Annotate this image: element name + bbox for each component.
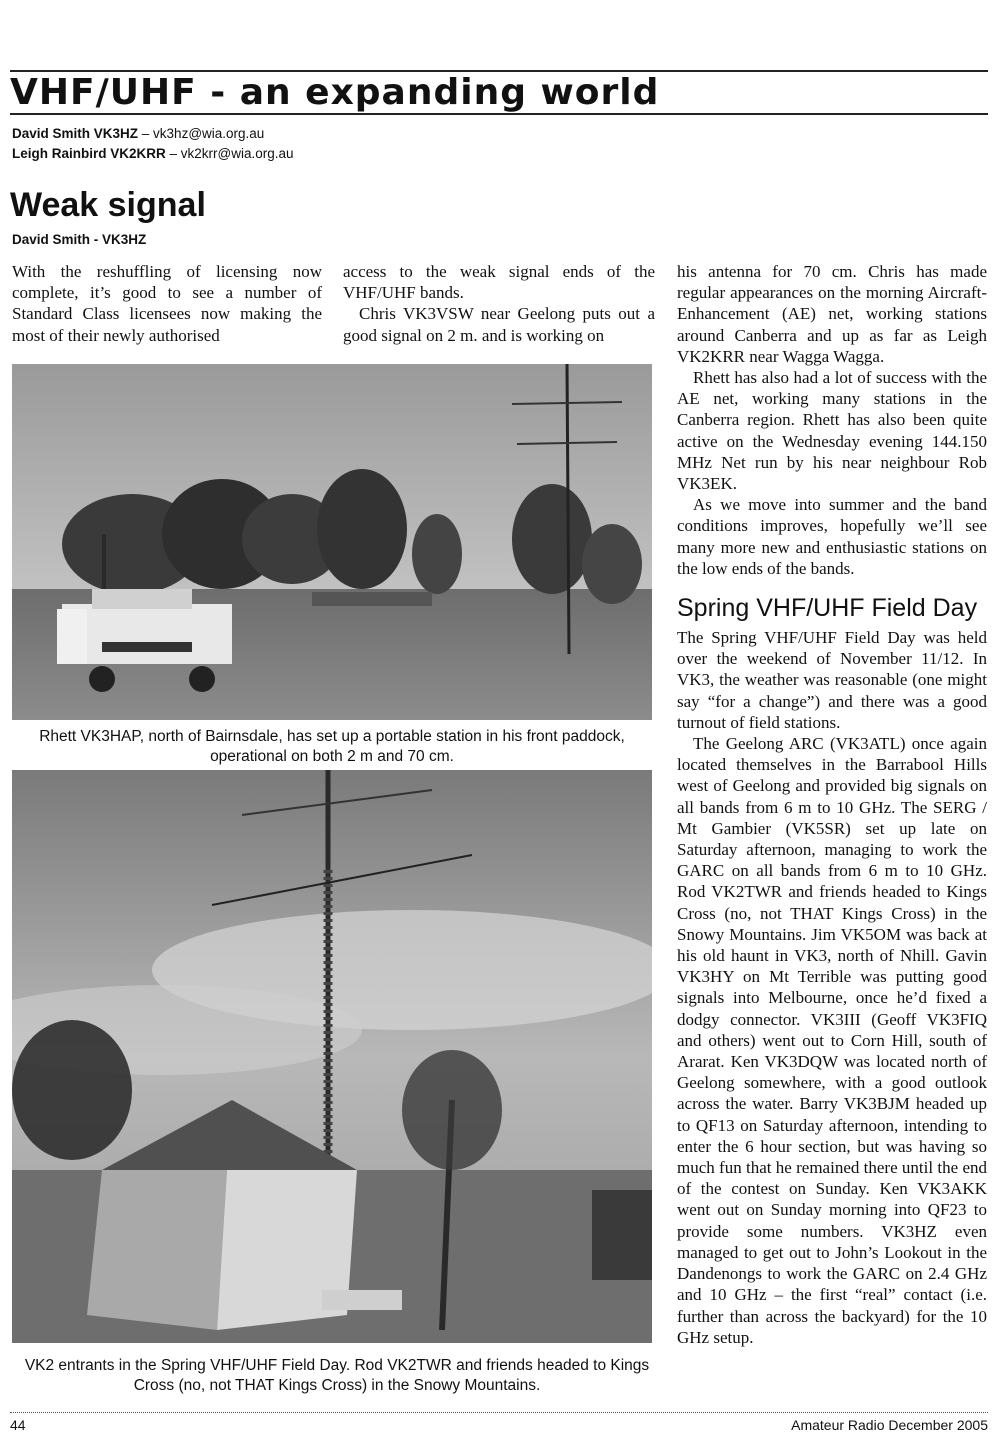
author-line-2 xyxy=(12,145,294,163)
section-heading-weak-signal: Weak signal xyxy=(10,186,206,224)
paragraph: Chris VK3VSW near Geelong puts out a good signal on 2 m. and is working on xyxy=(343,304,655,345)
author-separator: – xyxy=(165,146,181,161)
magazine-issue: Amateur Radio December 2005 xyxy=(791,1417,988,1433)
footer-rule xyxy=(10,1412,988,1414)
paragraph: his antenna for 70 cm. Chris has made regular appearances on the morning Aircraft-Enhancement (AE) net, working stations around Canberra and up as far as Leigh VK2KRR near Wagga Wagga. xyxy=(677,262,987,366)
author-email: vk2krr@wia.org.au xyxy=(180,146,294,161)
column-1-text xyxy=(12,261,322,346)
author-name: Leigh Rainbird VK2KRR xyxy=(12,146,166,161)
paragraph: access to the weak signal ends of the VHF/UHF bands. xyxy=(343,262,655,303)
section-heading-spring-field-day: Spring VHF/UHF Field Day xyxy=(677,594,978,622)
section-byline: David Smith - VK3HZ xyxy=(12,232,147,247)
paragraph: The Spring VHF/UHF Field Day was held over the weekend of November 11/12. In VK3, the weather was reasonable (one might say “for a change”) and there was a good turnout of field stations. xyxy=(677,628,987,732)
column-3-text xyxy=(677,261,987,579)
photo-field-day-tent-image xyxy=(12,770,652,1343)
author-line-1 xyxy=(12,125,264,143)
photo-caption-2: VK2 entrants in the Spring VHF/UHF Field Day. Rod VK2TWR and friends headed to Kings Cross (no, not THAT Kings Cross) in the Snowy Mountains. xyxy=(24,1357,650,1394)
column-2-text xyxy=(343,261,655,346)
author-email: vk3hz@wia.org.au xyxy=(153,126,265,141)
photo-portable-station xyxy=(12,364,652,720)
photo-portable-station-image xyxy=(12,364,652,720)
paragraph: The Geelong ARC (VK3ATL) once again located themselves in the Barrabool Hills west of Geelong and provided big signals on all bands from 6 m to 10 GHz. The SERG / Mt Gambier (VK5SR) set up late on Saturday afternoon, managing to work the GARC on all bands from 6 m to 10 GHz. Rod VK2TWR and friends headed to Kings Cross (no, not THAT Kings Cross) in the Snowy Mountains. Jim VK5OM was back at his old haunt in VK3, north of Nhill. Gavin VK3HY on Mt Terrible was putting good signals into Melbourne, once he’d fixed a dodgy connector. VK3III (Geoff VK3FIQ and others) went out to Corn Hill, south of Ararat. Ken VK3DQW was located north of Geelong somewhere, with a good outlook across the water. Barry VK3BJM headed up to QF13 on Saturday afternoon, intending to enter the 6 hour section, but was having so much fun that he remained there until the end of the contest on Sunday. Ken VK3AKK went out on Sunday morning into QF23 to provide some numbers. VK3HZ even managed to get out to John’s Lookout in the Dandenongs to work the GARC on 2.4 GHz and 10 GHz – the first “real” contact (i.e. further than across the backyard) for the 10 GHz setup. xyxy=(677,734,987,1347)
author-name: David Smith VK3HZ xyxy=(12,126,139,141)
page-number: 44 xyxy=(10,1417,26,1433)
page-title: VHF/UHF - an expanding world xyxy=(10,72,660,113)
paragraph: As we move into summer and the band conditions improves, hopefully we’ll see many more new and enthusiastic stations on the low ends of the bands. xyxy=(677,495,987,578)
photo-caption-1: Rhett VK3HAP, north of Bairnsdale, has set up a portable station in his front paddock, operational on both 2 m and 70 cm. xyxy=(39,728,625,765)
paragraph: With the reshuffling of licensing now complete, it’s good to see a number of Standard Class licensees now making the most of their newly authorised xyxy=(12,262,322,345)
title-rule xyxy=(10,113,988,115)
photo-field-day-tent xyxy=(12,770,652,1343)
column-3-field-day-text xyxy=(677,627,987,1348)
author-separator: – xyxy=(138,126,154,141)
paragraph: Rhett has also had a lot of success with the AE net, working many stations in the Canberra region. Rhett has also been quite active on the Wednesday evening 144.150 MHz Net run by his near neighbour Rob VK3EK. xyxy=(677,368,987,494)
